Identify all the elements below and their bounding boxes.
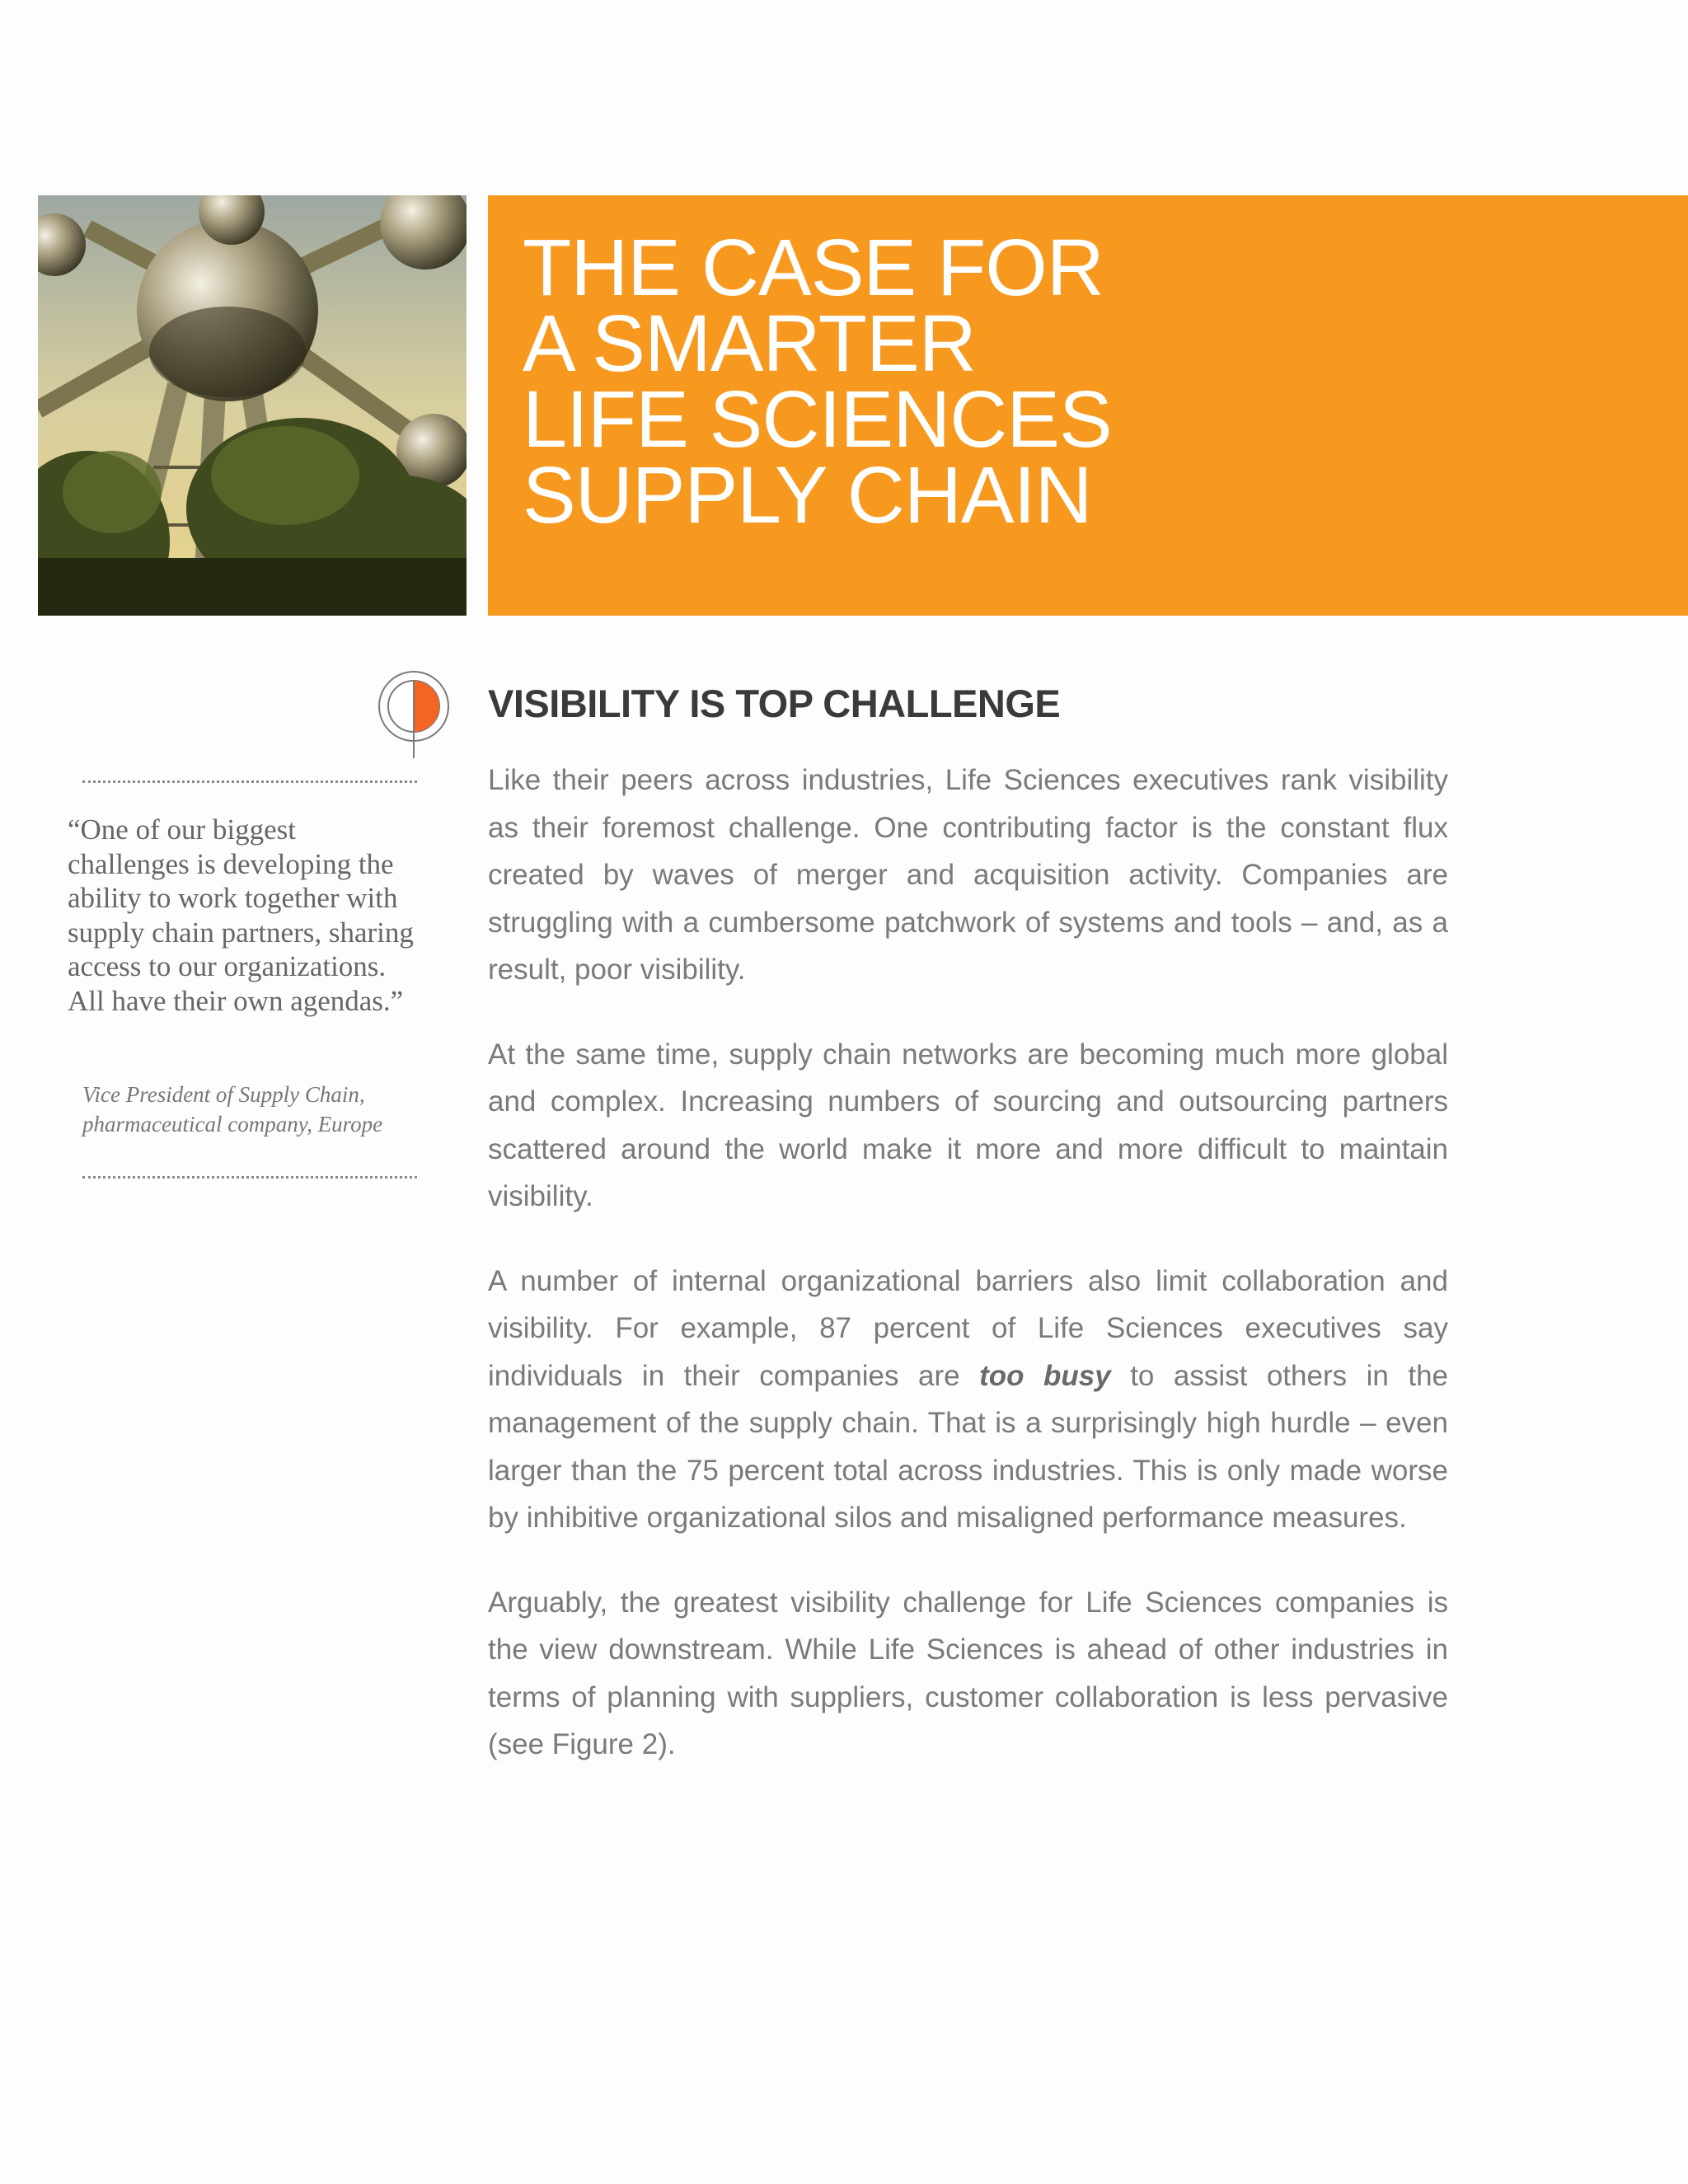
half-circle-icon [375,668,452,760]
quote-attribution [82,1080,429,1139]
body-text [488,757,1448,1806]
paragraph: At the same time, supply chain networks are becoming much more global and complex. Increasing numbers of sourcing and outsourcing partners scattered around the world make it more and more difficult to maintain visibility. [488,1038,1448,1212]
paragraph [488,1258,1448,1542]
attribution-line: Vice President of Supply Chain, [82,1082,365,1107]
paragraph: Like their peers across industries, Life Sciences executives rank visibility as their foremost challenge. One contributing factor is the constant flux created by waves of merger and acquisition activity. Companies are struggling with a cumbersome patchwork of systems and tools – and, as a result, poor visibility. [488,764,1448,986]
paragraph-text: to assist others in the management of the supply chain. That is a surprisingly high hurdle – even larger than the 75 percent total across industries. This is only made worse by inhibitive organizational silos and misaligned performance measures. [488,1359,1449,1534]
atomium-photo [38,195,467,616]
atomium-photo-icon [38,195,467,616]
paragraph-text: A number of internal organizational barriers also limit collaboration and visibility. For example, 87 percent of Life Sciences executives say individuals in their companies are [488,1264,1448,1392]
paragraph: Arguably, the greatest visibility challenge for Life Sciences companies is the view downstream. While Life Sciences is ahead of other industries in terms of planning with suppliers, customer collaboration is less pervasive (see Figure 2). [488,1586,1448,1760]
quote-divider-top [82,780,417,783]
title-banner [488,195,1688,616]
emphasis-text: too busy [979,1359,1111,1392]
page-title: THE CASE FOR A SMARTER LIFE SCIENCES SUPPLY CHAIN [523,223,1112,540]
attribution-line: pharmaceutical company, Europe [82,1112,383,1137]
pull-quote: “One of our biggest challenges is developing the ability to work together with supply chain partners, sharing access to our organizations. All have their own agendas.” [68,813,414,1017]
quote-divider-bottom [82,1176,417,1179]
section-heading: VISIBILITY IS TOP CHALLENGE [488,682,1061,725]
